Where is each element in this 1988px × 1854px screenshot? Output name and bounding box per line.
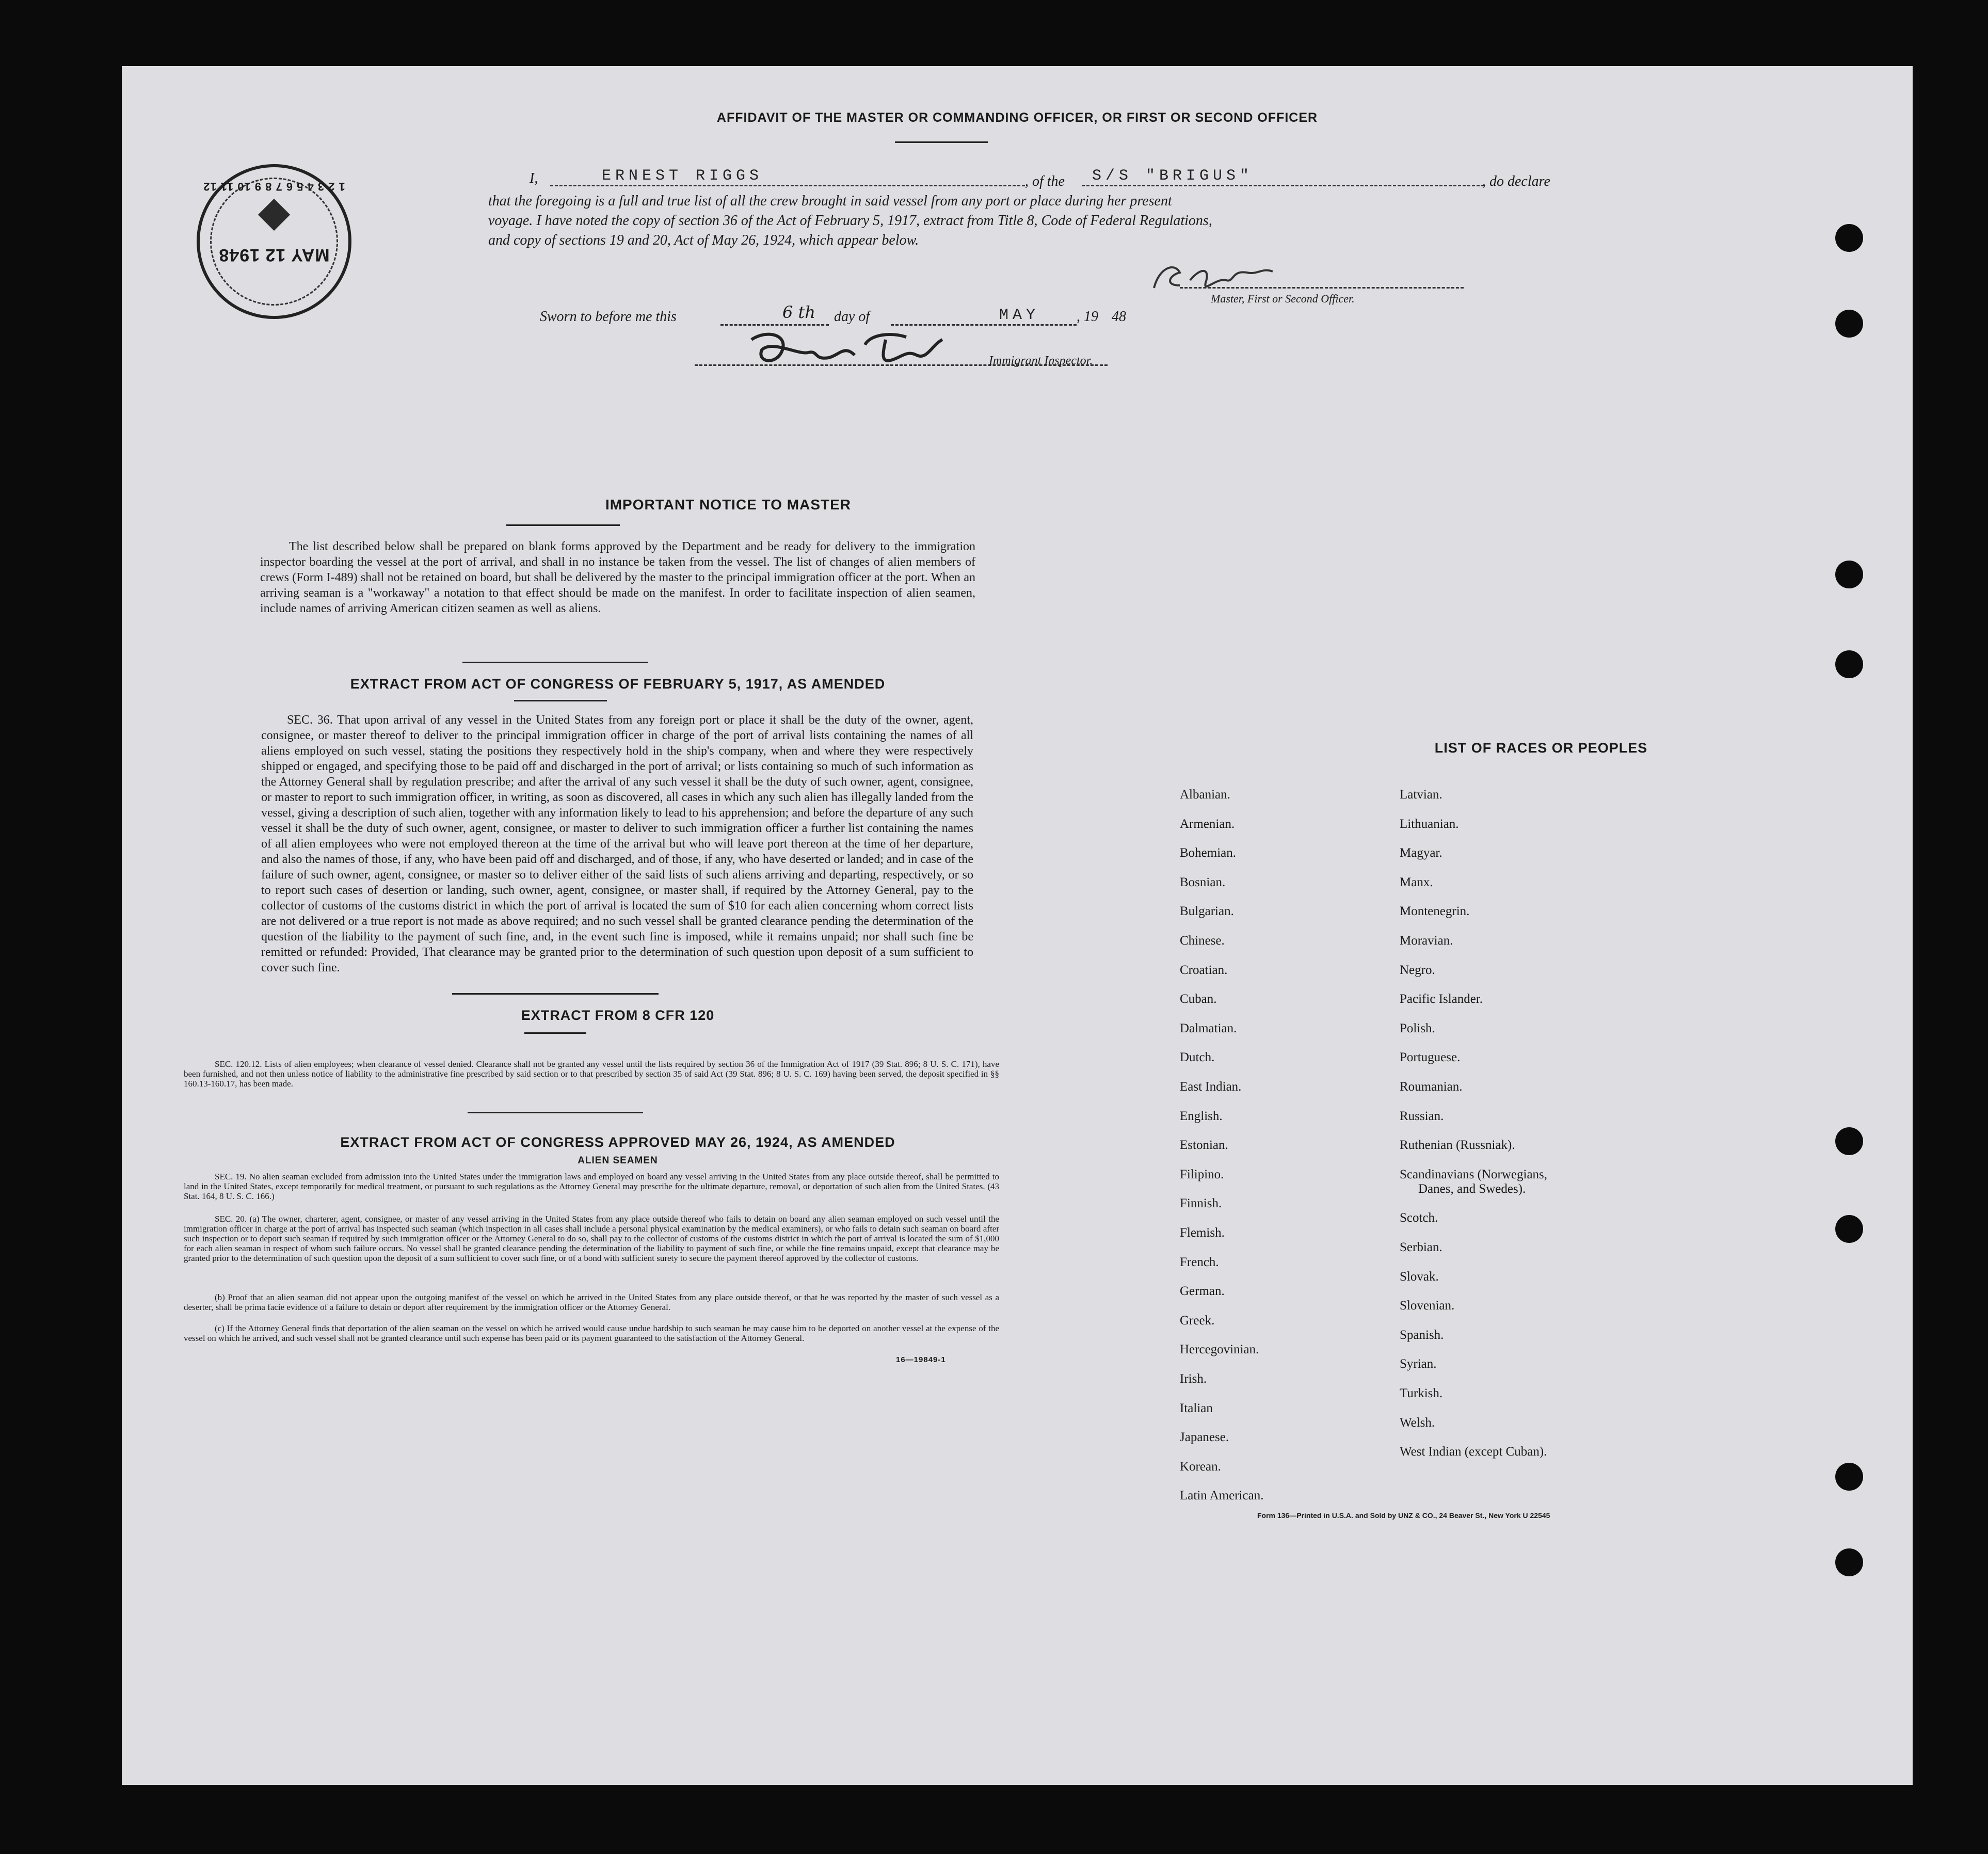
race-item: Irish. <box>1180 1372 1207 1386</box>
extract-1924-sec19: SEC. 19. No alien seaman excluded from admission into the United States under the immigration laws and employed on board any vessel arriving in the United States from any place outside thereof, shall be permitted to land in the United States, except temporarily for medical treatment, or pursuant to such regulations as the Attorney General may prescribe for the ultimate departure, removal, or deportation of such alien from the United States. (43 Stat. 164, 8 U. S. C. 166.) <box>184 1172 999 1201</box>
extract-1917-text: SEC. 36. That upon arrival of any vessel in the United States from any foreign port or place it shall be the duty of the owner, agent, consignee, or master thereof to deliver to the principal immigration officer in charge of the port of arrival lists containing the names of all aliens employed on such vessel, stating the positions they respectively hold in the ship's company, when and where they were respectively shipped or engaged, and specifying those to be paid off and discharged in the port of arrival; or lists containing so much of such information as the Attorney General shall by regulation prescribe; and after the arrival of any such vessel it shall be the duty of such owner, agent, consignee, or master to report to such immigration officer, in writing, as soon as discovered, all cases in which any such alien has illegally landed from the vessel, giving a description of such alien, together with any information likely to lead to his apprehension; and before the departure of any such vessel it shall be the duty of such owner, agent, consignee, or master to deliver to such immigration officer a further list containing the names of all alien employees who were not employed thereon at the time of the arrival but who will leave port thereon at the time of her departure, and also the names of those, if any, who have been paid off and discharged, and of those, if any, who have deserted or landed; and in case of the failure of such owner, agent, consignee, or master so to deliver either of the said lists of such aliens arriving and departing, respectively, or so to report such cases of desertion or landing, such owner, agent, consignee, or master shall, if required by the Attorney General, pay to the collector of customs of the customs district in which the port of arrival is located the sum of $10 for each alien concerning whom correct lists are not delivered or a true report is not made as above required; and no such vessel shall be granted clearance pending the determination of the question of the liability to the payment of such fine, and, in the event such fine is imposed, while it remains unpaid; nor shall such fine be remitted or refunded: Provided, That clearance may be granted prior to the determination of such question upon deposit of a sum sufficient to cover such fine. <box>261 713 973 974</box>
notice-bottom-rule <box>462 662 648 663</box>
extract-1924-sec20c: (c) If the Attorney General finds that deportation of the alien seaman on the vessel on which he arrived would cause undue hardship to such seaman he may cause him to be deported on another vessel at the expense of the vessel on which he arrived, and such vessel shall not be granted clearance until such expense has been paid or its payment guaranteed to the satisfaction of the Attorney General. <box>184 1323 999 1343</box>
master-signature-line <box>1180 287 1464 289</box>
declaration-prefix: I, <box>530 170 538 186</box>
race-item: Slovak. <box>1400 1269 1439 1284</box>
stamp-date: MAY 12 1948 <box>218 245 330 265</box>
extract-cfr-text: SEC. 120.12. Lists of alien employees; when clearance of vessel denied. Clearance shall not be granted any vessel until the lists required by section 36 of the Immigration Act of 1917 (39 Stat. 896; 8 U. S. C. 171), have been furnished, and not then unless notice of liability to the administrative fine prescribed by said section or to that prescribed by section 35 of said Act (39 Stat. 896; 8 U. S. C. 169) having been served, the deposit specified in §§ 160.13-160.17, has been made. <box>184 1059 999 1089</box>
sworn-prefix: Sworn to before me this <box>540 309 677 325</box>
day-value: 6 th <box>782 302 815 322</box>
race-item: Bulgarian. <box>1180 904 1234 919</box>
race-item: Ruthenian (Russniak). <box>1400 1138 1515 1153</box>
race-item: Moravian. <box>1400 934 1453 948</box>
race-item: Pacific Islander. <box>1400 992 1483 1006</box>
race-item: Chinese. <box>1180 934 1225 948</box>
do-declare-label: , do declare <box>1482 173 1550 189</box>
declaration-line-2: that the foregoing is a full and true list of all the crew brought in said vessel from any port or place during her present <box>488 193 1172 209</box>
year-prefix: , 19 <box>1077 309 1098 325</box>
race-item: Welsh. <box>1400 1415 1435 1430</box>
race-item: Slovenian. <box>1400 1299 1455 1313</box>
race-item: Turkish. <box>1400 1386 1443 1400</box>
race-item: French. <box>1180 1255 1219 1269</box>
race-item: Croatian. <box>1180 963 1228 977</box>
extract-cfr-title: EXTRACT FROM 8 CFR 120 <box>521 1008 715 1023</box>
document-sheet <box>122 66 1913 1785</box>
race-item: East Indian. <box>1180 1080 1242 1094</box>
officer-label: Master, First or Second Officer. <box>1211 292 1355 305</box>
notice-title: IMPORTANT NOTICE TO MASTER <box>605 497 852 513</box>
extract-cfr-rule <box>524 1032 586 1034</box>
race-item: Bosnian. <box>1180 875 1226 889</box>
race-item: Montenegrin. <box>1400 904 1470 919</box>
of-the-label: , of the <box>1025 173 1065 189</box>
race-item: Italian <box>1180 1401 1213 1415</box>
title-rule <box>895 141 988 143</box>
day-of-label: day of <box>834 309 870 325</box>
race-item: Latvian. <box>1400 788 1442 802</box>
race-item: Greek. <box>1180 1313 1215 1328</box>
extract-1924-sec20a: SEC. 20. (a) The owner, charterer, agent, consignee, or master of any vessel arriving in the United States from any place outside thereof who fails to detain on board any alien seaman employed on such vessel until the immigration officer in charge at the port of arrival has inspected such seaman (which inspection in all cases shall include a personal physical examination by the medical examiners), or who fails to detain such seaman on board after such inspection or to deport such seaman if required by such immigration officer or the Attorney General to do so, shall pay to the collector of customs of the customs district in which the port of arrival is located the sum of $1,000 for each alien seaman in respect of whom such failure occurs. No vessel shall be granted clearance pending the determination of the liability to payment of such fine, or while the fine remains unpaid, except that clearance may be granted prior to the determination of such question upon the deposit of a sum sufficient to cover such fine, or of a bond with sufficient surety to secure the payment thereof approved by the collector of customs. <box>184 1214 999 1263</box>
race-item: Flemish. <box>1180 1226 1225 1240</box>
extract-1917-title: EXTRACT FROM ACT OF CONGRESS OF FEBRUARY 5, 1917, AS AMENDED <box>350 676 886 692</box>
vessel-blank <box>1082 185 1484 186</box>
master-name: ERNEST RIGGS <box>602 167 763 185</box>
race-item: Dalmatian. <box>1180 1021 1237 1035</box>
stamp-digits: 1 2 3 4 5 6 7 8 9 10 11 12 <box>203 180 345 193</box>
month-value: MAY <box>999 307 1040 324</box>
race-item: Spanish. <box>1400 1328 1444 1342</box>
race-item: Serbian. <box>1400 1240 1442 1254</box>
race-item: Scandinavians (Norwegians, <box>1400 1167 1548 1181</box>
race-item: West Indian (except Cuban). <box>1400 1445 1547 1459</box>
extract-1924-title: EXTRACT FROM ACT OF CONGRESS APPROVED MAY 26, 1924, AS AMENDED <box>340 1134 895 1150</box>
race-item: English. <box>1180 1109 1223 1123</box>
extract-1924-sec20b: (b) Proof that an alien seaman did not appear upon the outgoing manifest of the vessel on which he arrived in the United States from any place outside thereof, or that he was reported by the master of such vessel as a deserter, shall be prima facie evidence of a failure to detain or deport after requirement by the immigration officer or the Attorney General. <box>184 1292 999 1312</box>
races-title: LIST OF RACES OR PEOPLES <box>1434 740 1648 756</box>
extract-1917-rule <box>514 700 607 701</box>
notice-rule <box>506 524 620 526</box>
race-item: Finnish. <box>1180 1196 1222 1211</box>
form-footer: Form 136—Printed in U.S.A. and Sold by UNZ & CO., 24 Beaver St., New York U 22545 <box>1257 1511 1550 1520</box>
race-item: Dutch. <box>1180 1050 1215 1065</box>
race-item: Roumanian. <box>1400 1080 1463 1094</box>
name-blank <box>550 185 1025 186</box>
declaration-line-4: and copy of sections 19 and 20, Act of May 26, 1924, which appear below. <box>488 232 919 248</box>
binder-hole <box>1835 1215 1863 1243</box>
race-item: Lithuanian. <box>1400 817 1459 831</box>
race-item: Filipino. <box>1180 1167 1224 1181</box>
declaration-line-3: voyage. I have noted the copy of section 36 of the Act of February 5, 1917, extract from Title 8, Code of Federal Regulations, <box>488 213 1212 229</box>
immigration-stamp <box>197 164 351 319</box>
binder-hole <box>1835 310 1863 338</box>
binder-hole <box>1835 650 1863 678</box>
binder-hole <box>1835 1463 1863 1491</box>
vessel-name: S/S "BRIGUS" <box>1092 167 1254 185</box>
stamp-inner-ring <box>210 178 338 306</box>
race-item: Albanian. <box>1180 788 1230 802</box>
race-item: Japanese. <box>1180 1430 1229 1445</box>
race-item: Danes, and Swedes). <box>1418 1181 1526 1196</box>
race-item: Negro. <box>1400 963 1435 977</box>
binder-hole <box>1835 1127 1863 1155</box>
race-item: Bohemian. <box>1180 846 1237 860</box>
race-item: Estonian. <box>1180 1138 1228 1153</box>
binder-hole <box>1835 224 1863 252</box>
extract-1924-code: 16—19849-1 <box>896 1355 946 1364</box>
year-value: 48 <box>1112 309 1126 325</box>
binder-hole <box>1835 1548 1863 1576</box>
notice-text: The list described below shall be prepared on blank forms approved by the Department and be ready for delivery to the immigration inspector boarding the vessel at the port of arrival, and shall in no instance be taken from the vessel. The list of changes of alien members of crews (Form I-489) shall not be retained on board, but shall be delivered by the master to the principal immigration officer at the port. When an arriving seaman is a "workaway" a notation to that effect should be made on the manifest. In order to facilitate inspection of alien seamen, include names of arriving American citizen seamen as well as aliens. <box>260 540 975 615</box>
extract-1924-subtitle: ALIEN SEAMEN <box>578 1155 658 1166</box>
race-item: Armenian. <box>1180 817 1235 831</box>
inspector-signature <box>736 324 958 376</box>
race-item: Manx. <box>1400 875 1433 889</box>
extract-1917-bottom-rule <box>452 993 659 995</box>
race-item: Polish. <box>1400 1021 1435 1035</box>
affidavit-title: AFFIDAVIT OF THE MASTER OR COMMANDING OFFICER, OR FIRST OR SECOND OFFICER <box>716 110 1318 125</box>
race-item: Latin American. <box>1180 1489 1264 1503</box>
race-item: Korean. <box>1180 1459 1221 1474</box>
race-item: Magyar. <box>1400 846 1442 860</box>
race-item: Hercegovinian. <box>1180 1342 1259 1357</box>
race-item: Syrian. <box>1400 1357 1437 1371</box>
race-item: German. <box>1180 1284 1225 1299</box>
binder-hole <box>1835 561 1863 588</box>
race-item: Scotch. <box>1400 1211 1438 1225</box>
race-item: Cuban. <box>1180 992 1217 1006</box>
inspector-label: Immigrant Inspector. <box>989 354 1093 367</box>
race-item: Russian. <box>1400 1109 1444 1123</box>
race-item: Portuguese. <box>1400 1050 1461 1065</box>
extract-cfr-bottom-rule <box>468 1112 643 1113</box>
